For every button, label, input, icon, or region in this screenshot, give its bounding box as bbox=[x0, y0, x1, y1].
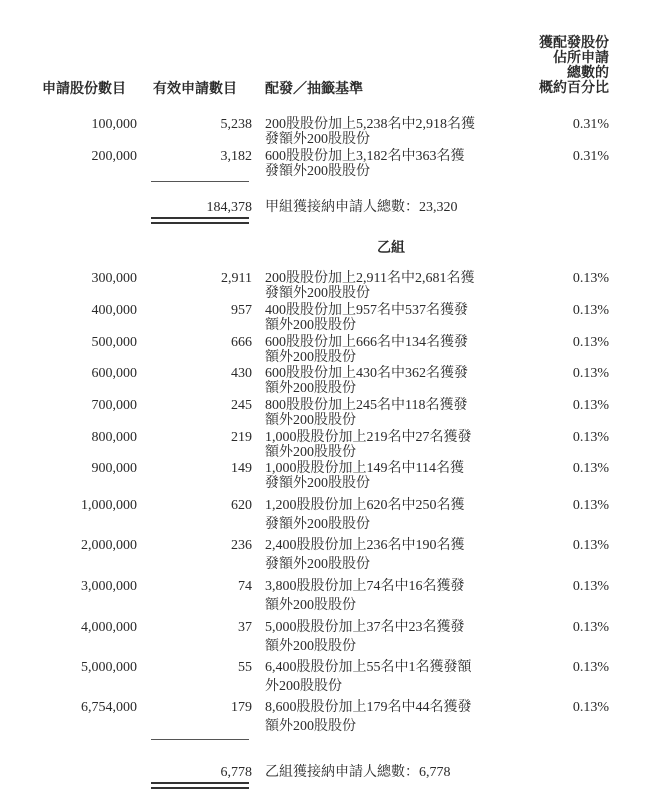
basis-line-2: 額外200股股份 bbox=[265, 445, 356, 460]
subtotal-rule bbox=[151, 181, 249, 182]
approx-percentage: 0.13% bbox=[572, 700, 609, 715]
group-b-total-label: 乙組獲接納申請人總數：6,778 bbox=[265, 765, 451, 780]
valid-applications: 957 bbox=[231, 303, 252, 318]
valid-applications: 2,911 bbox=[221, 271, 252, 286]
basis-line-2: 發額外200股股份 bbox=[265, 476, 370, 491]
basis-line-1: 600股股份加上430名中362名獲發 bbox=[265, 366, 468, 381]
group-a-total-label: 甲組獲接納申請人總數：23,320 bbox=[265, 200, 458, 215]
basis-line-2: 發額外200股股份 bbox=[265, 164, 370, 179]
approx-percentage: 0.13% bbox=[572, 335, 609, 350]
approx-percentage: 0.31% bbox=[572, 117, 609, 132]
shares-applied: 300,000 bbox=[91, 271, 137, 286]
shares-applied: 700,000 bbox=[91, 398, 137, 413]
basis-line-1: 600股股份加上666名中134名獲發 bbox=[265, 335, 468, 350]
shares-applied: 800,000 bbox=[91, 430, 137, 445]
valid-applications: 245 bbox=[231, 398, 252, 413]
shares-applied: 200,000 bbox=[91, 149, 137, 164]
basis-line-1: 200股股份加上5,238名中2,918名獲 bbox=[265, 117, 475, 132]
basis-line-2: 額外200股股份 bbox=[265, 639, 356, 654]
group-a-total-valid: 184,378 bbox=[206, 200, 252, 215]
header-valid-applications: 有效申請數目 bbox=[153, 81, 237, 97]
shares-applied: 5,000,000 bbox=[81, 660, 137, 675]
valid-applications: 5,238 bbox=[220, 117, 252, 132]
basis-line-2: 發額外200股股份 bbox=[265, 286, 370, 301]
shares-applied: 400,000 bbox=[91, 303, 137, 318]
approx-percentage: 0.13% bbox=[572, 538, 609, 553]
approx-percentage: 0.13% bbox=[572, 366, 609, 381]
shares-applied: 600,000 bbox=[91, 366, 137, 381]
shares-applied: 3,000,000 bbox=[81, 579, 137, 594]
basis-line-1: 5,000股股份加上37名中23名獲發 bbox=[265, 620, 465, 635]
basis-line-1: 3,800股股份加上74名中16名獲發 bbox=[265, 579, 465, 594]
basis-line-1: 600股股份加上3,182名中363名獲 bbox=[265, 149, 465, 164]
basis-line-2: 額外200股股份 bbox=[265, 413, 356, 428]
basis-line-2: 外200股股份 bbox=[265, 679, 342, 694]
valid-applications: 430 bbox=[231, 366, 252, 381]
basis-line-1: 1,200股股份加上620名中250名獲 bbox=[265, 498, 465, 513]
shares-applied: 100,000 bbox=[91, 117, 137, 132]
basis-line-2: 發額外200股股份 bbox=[265, 557, 370, 572]
approx-percentage: 0.13% bbox=[572, 579, 609, 594]
basis-line-2: 額外200股股份 bbox=[265, 318, 356, 333]
approx-percentage: 0.13% bbox=[572, 498, 609, 513]
approx-percentage: 0.13% bbox=[572, 430, 609, 445]
approx-percentage: 0.13% bbox=[572, 461, 609, 476]
basis-line-1: 1,000股股份加上219名中27名獲發 bbox=[265, 430, 472, 445]
valid-applications: 666 bbox=[231, 335, 252, 350]
approx-percentage: 0.13% bbox=[572, 660, 609, 675]
valid-applications: 236 bbox=[231, 538, 252, 553]
header-allotment-basis: 配發／抽籤基準 bbox=[265, 81, 363, 97]
valid-applications: 55 bbox=[238, 660, 252, 675]
approx-percentage: 0.13% bbox=[572, 271, 609, 286]
subtotal-rule bbox=[151, 739, 249, 740]
shares-applied: 4,000,000 bbox=[81, 620, 137, 635]
approx-percentage: 0.13% bbox=[572, 303, 609, 318]
header-approx-percentage bbox=[489, 36, 609, 96]
approx-percentage: 0.13% bbox=[572, 398, 609, 413]
basis-line-1: 2,400股股份加上236名中190名獲 bbox=[265, 538, 465, 553]
shares-applied: 500,000 bbox=[91, 335, 137, 350]
basis-line-1: 8,600股股份加上179名中44名獲發 bbox=[265, 700, 472, 715]
basis-line-2: 額外200股股份 bbox=[265, 598, 356, 613]
shares-applied: 900,000 bbox=[91, 461, 137, 476]
shares-applied: 1,000,000 bbox=[81, 498, 137, 513]
basis-line-1: 400股股份加上957名中537名獲發 bbox=[265, 303, 468, 318]
group-b-title: 乙組 bbox=[377, 240, 405, 256]
header-line: 總數的 bbox=[567, 65, 609, 81]
valid-applications: 3,182 bbox=[220, 149, 252, 164]
basis-line-2: 額外200股股份 bbox=[265, 719, 356, 734]
valid-applications: 179 bbox=[231, 700, 252, 715]
basis-line-1: 200股股份加上2,911名中2,681名獲 bbox=[265, 271, 475, 286]
valid-applications: 149 bbox=[231, 461, 252, 476]
basis-line-2: 額外200股股份 bbox=[265, 350, 356, 365]
double-underline bbox=[151, 782, 249, 789]
header-line: 獲配發股份 bbox=[539, 35, 609, 51]
basis-line-1: 6,400股股份加上55名中1名獲發額 bbox=[265, 660, 472, 675]
approx-percentage: 0.31% bbox=[572, 149, 609, 164]
valid-applications: 37 bbox=[238, 620, 252, 635]
header-line: 概約百分比 bbox=[539, 80, 609, 96]
double-underline bbox=[151, 217, 249, 224]
basis-line-2: 額外200股股份 bbox=[265, 381, 356, 396]
header-line: 佔所申請 bbox=[553, 50, 609, 66]
basis-line-1: 1,000股股份加上149名中114名獲 bbox=[265, 461, 464, 476]
group-b-total-valid: 6,778 bbox=[220, 765, 252, 780]
valid-applications: 620 bbox=[231, 498, 252, 513]
basis-line-2: 發額外200股股份 bbox=[265, 517, 370, 532]
shares-applied: 2,000,000 bbox=[81, 538, 137, 553]
shares-applied: 6,754,000 bbox=[81, 700, 137, 715]
basis-line-2: 發額外200股股份 bbox=[265, 132, 370, 147]
valid-applications: 219 bbox=[231, 430, 252, 445]
approx-percentage: 0.13% bbox=[572, 620, 609, 635]
valid-applications: 74 bbox=[238, 579, 252, 594]
basis-line-1: 800股股份加上245名中118名獲發 bbox=[265, 398, 468, 413]
header-shares-applied: 申請股份數目 bbox=[42, 81, 126, 97]
